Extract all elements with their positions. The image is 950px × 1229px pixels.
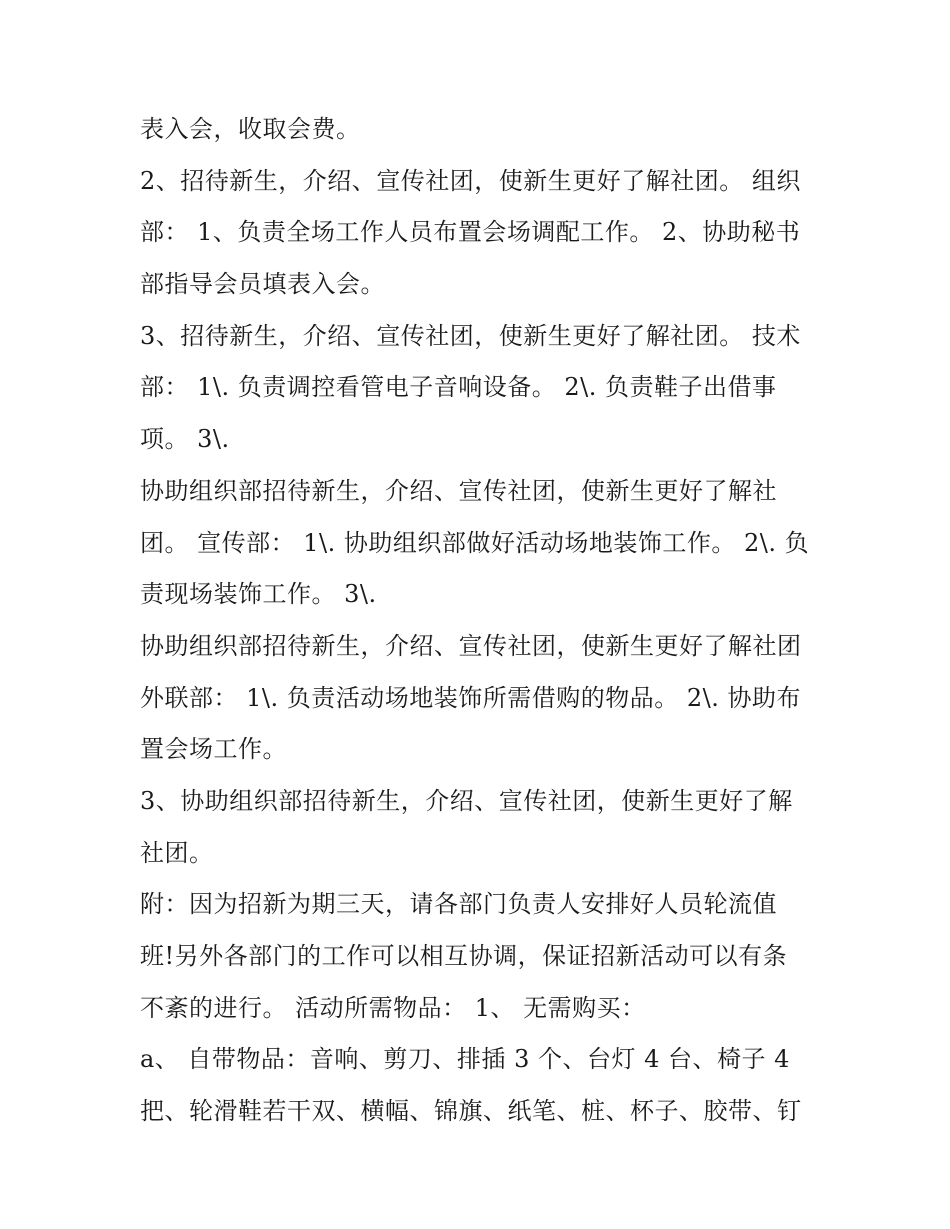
- text-line: 3、协助组织部招待新生，介绍、宣传社团，使新生更好了解: [140, 786, 793, 815]
- text-line: 班!另外各部门的工作可以相互协调，保证招新活动可以有条: [140, 942, 788, 970]
- text-line: 把、轮滑鞋若干双、横幅、锦旗、纸笔、桩、杯子、胶带、钉: [140, 1097, 802, 1126]
- text-line: 2、招待新生，介绍、宣传社团，使新生更好了解社团。 组织: [140, 166, 801, 195]
- text-line: 协助组织部招待新生，介绍、宣传社团，使新生更好了解社: [140, 476, 777, 505]
- text-line: 团。 宣传部： 1\. 协助组织部做好活动场地装饰工作。 2\. 负: [140, 528, 810, 557]
- text-line: 部： 1\. 负责调控看管电子音响设备。 2\. 负责鞋子出借事: [140, 373, 777, 402]
- text-line: 责现场装饰工作。 3\.: [140, 580, 377, 609]
- text-line: 部指导会员填表入会。: [140, 270, 385, 299]
- text-line: 附：因为招新为期三天，请各部门负责人安排好人员轮流值: [140, 890, 777, 919]
- text-line: 项。 3\.: [140, 425, 230, 454]
- body-text: [140, 108, 830, 1142]
- text-line: 外联部： 1\. 负责活动场地装饰所需借购的物品。 2\. 协助布: [140, 683, 801, 712]
- text-line: 协助组织部招待新生，介绍、宣传社团，使新生更好了解社团: [140, 631, 802, 660]
- text-line: a、 自带物品：音响、剪刀、排插 3 个、台灯 4 台、椅子 4: [140, 1045, 790, 1074]
- text-line: 3、招待新生，介绍、宣传社团，使新生更好了解社团。 技术: [140, 321, 801, 350]
- text-line: 社团。: [140, 838, 214, 867]
- text-line: 部： 1、负责全场工作人员布置会场调配工作。 2、协助秘书: [140, 218, 801, 247]
- text-line: 表入会，收取会费。: [140, 115, 361, 143]
- text-line: 不紊的进行。 活动所需物品： 1、 无需购买：: [140, 993, 646, 1022]
- text-line: 置会场工作。: [140, 735, 287, 764]
